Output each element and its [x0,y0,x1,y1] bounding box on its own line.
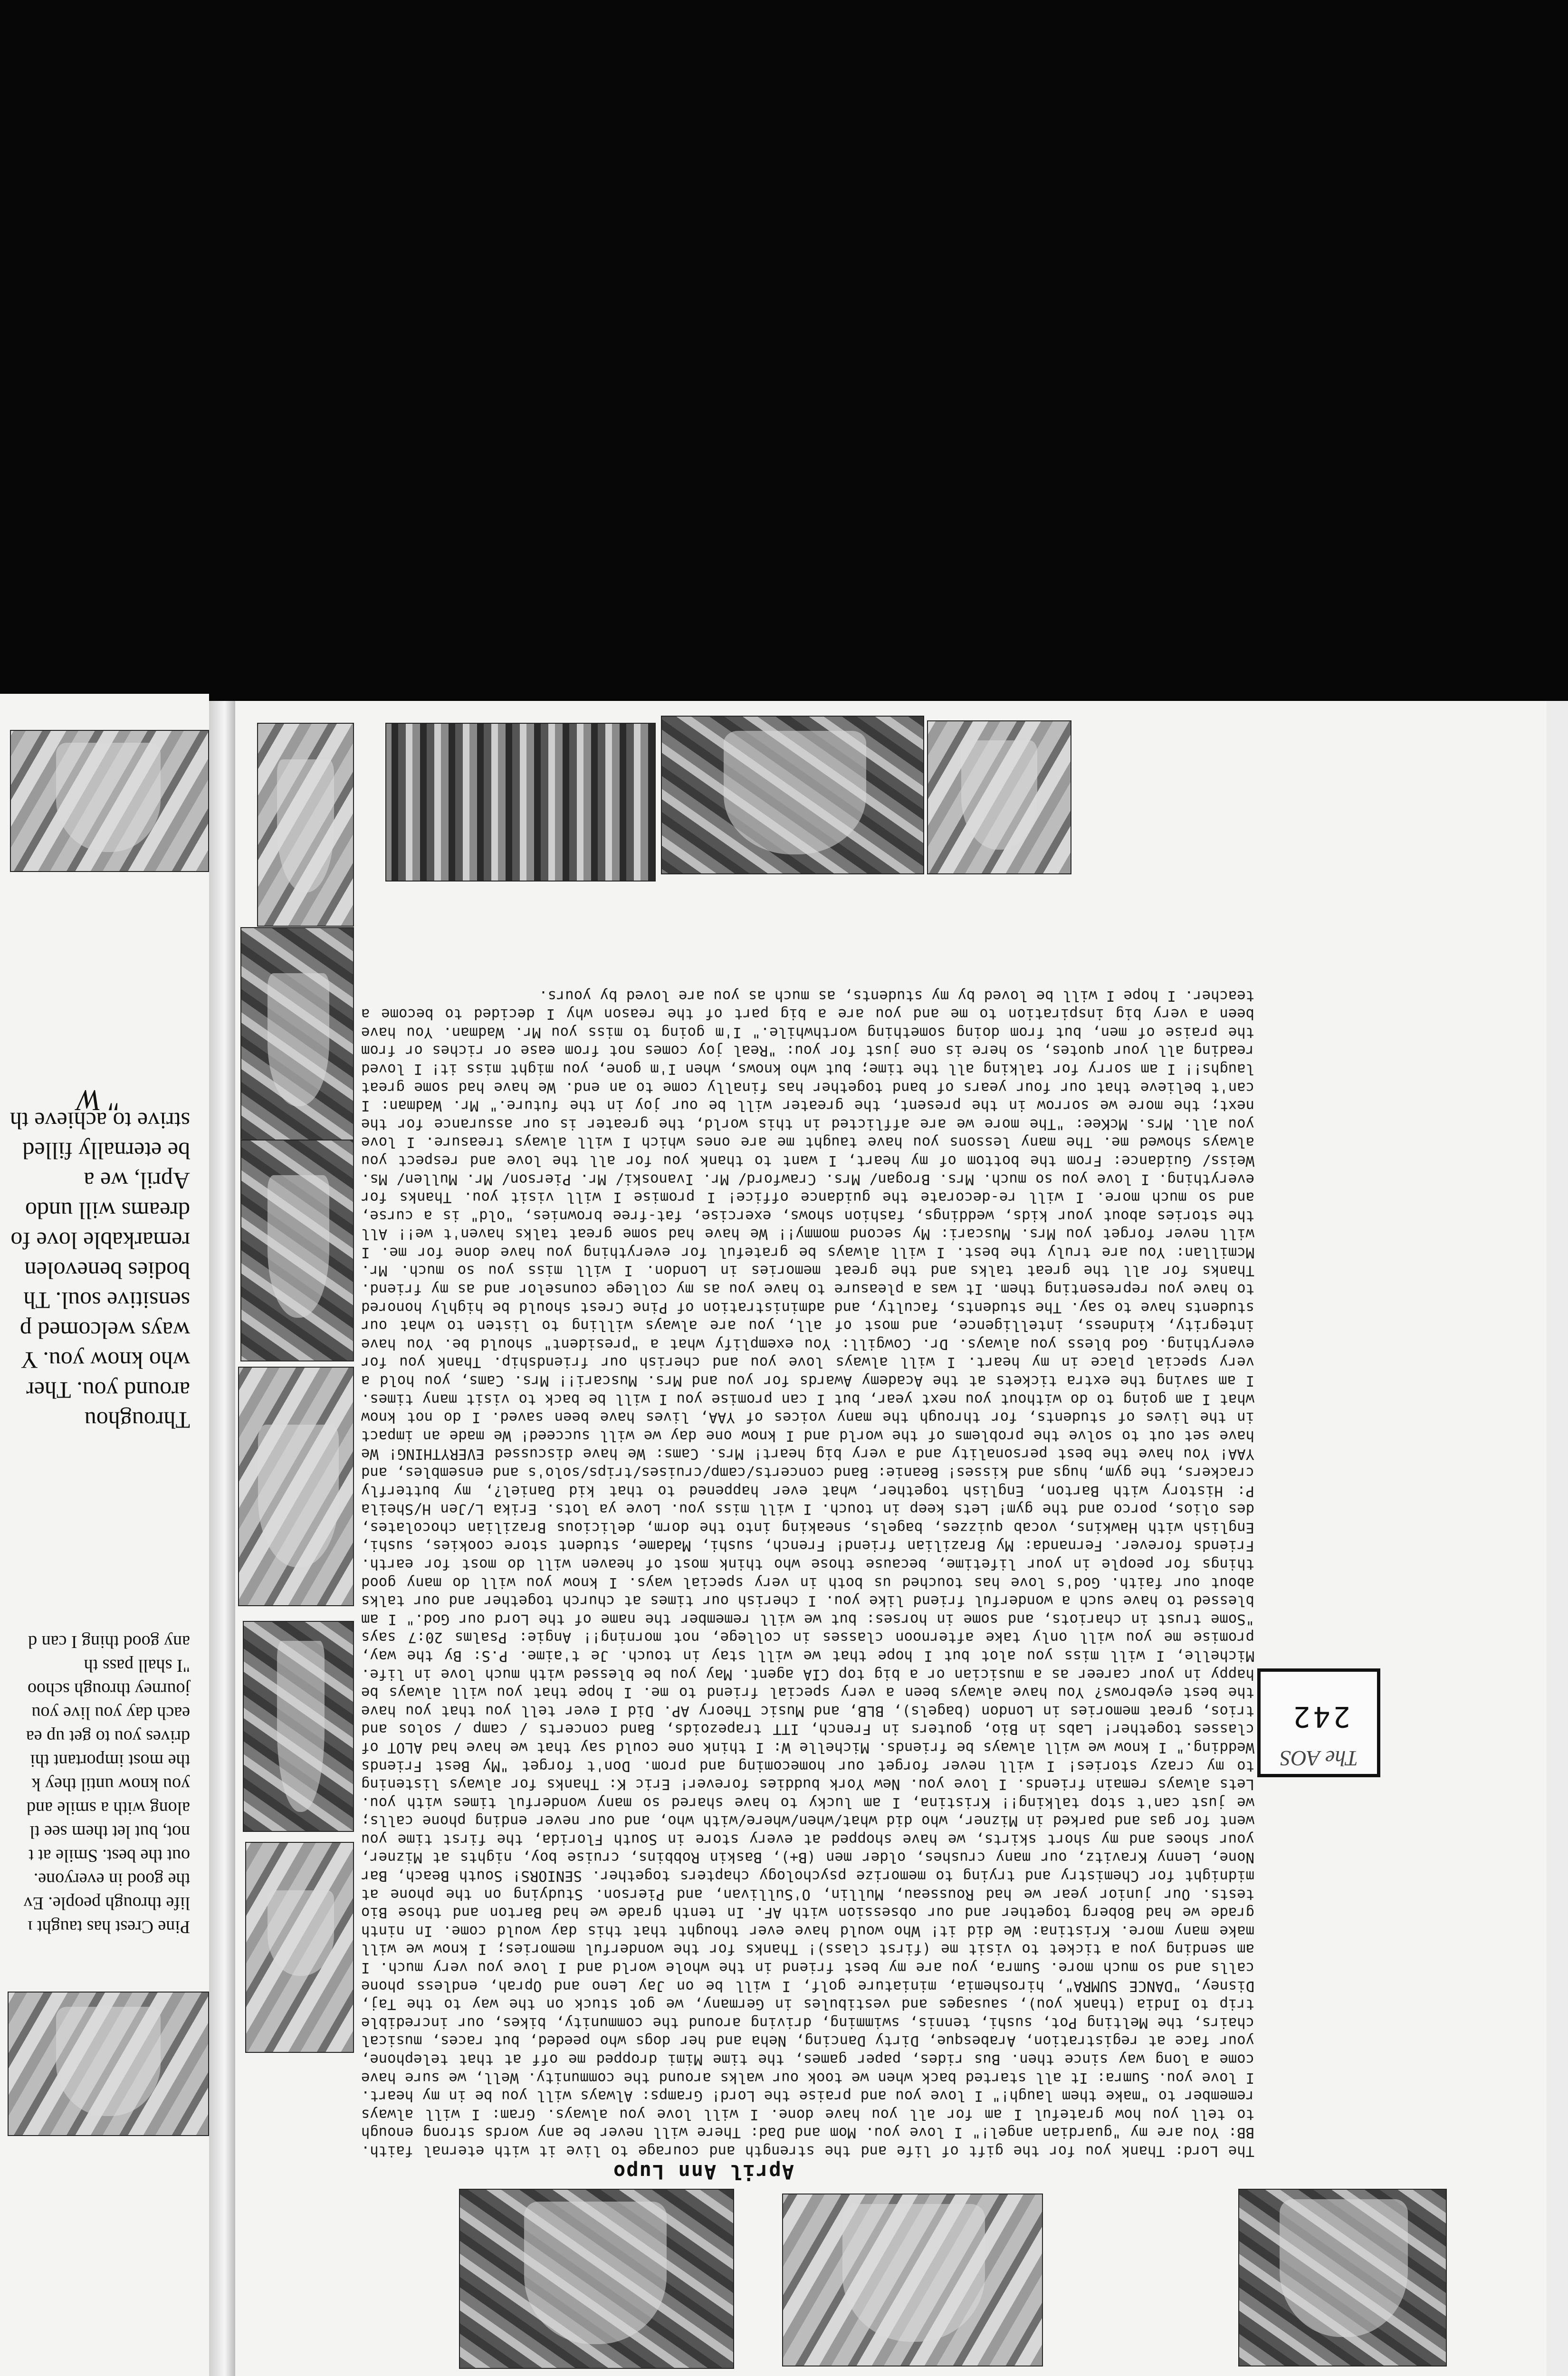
photo-three-people [661,716,924,874]
tribute-body-text: The Lord: Thank you for the gift of life and the strength and courage to live it with eternal faith. BB: You are my "guardian angel!" I love you. Mom and Dad: There will never be any words strong enough to tell you how grateful I am for all you have done. I will love you always. Gram: I will always remember to "make them laugh!" I love you and praise the Lord! Gramps: Always will you be in my heart. I love you. Sumra: It all started back when we took our walks around the community. Well, we sure have come a long way since then. Bus rides, paper games, the time Mimi dropped me off at that telephone, your face at registration, Arabesque, Dirty Dancing, Neha and her dogs who peeded, but races, musical chairs, the Melting Pot, sushi, tennis, swimming, driving around the community, bikes, our incredible trip to India (thank you), sausages and vestibules in Germany, we got stuck on the way to the Taj, Disney, "DANCE SUMRA", hiroshemia, miniature golf, I will be on Jay Leno and Oprah, endless phone calls and so much more. Sumra, you are my best friend in the whole world and I love you very much. I am sending you a ticket to visit me (first class)! Thanks for the wonderful memories; I know we will make many more. Kristina: We did it! Who would have ever thought that this day would come. In ninth grade we had Boberg together and our obsession with AF. In tenth grade we had Barton and those Bio tests. Our junior year we had Rousseau, Mullin, O'Sullivan, and Pierson. Studying on the phone at midnight for Chemistry and trying to memorize psychology chapters together. SENIORS! South Beach, Bar None, Lenny Kravitz, our many crushes, older men (B+), Baskin Robbins, cruise boy, nights at Mizner, your shoes and my short skirts, we have shopped at every store in South Florida, the first time you went for gas and parked in Mizner, who did what/when/where/with who, and our never ending phone calls; we just can't stop talking!! Kristina, I am lucky to have shared so many wonderful times with you. Lets always remain friends. I love you. New York buddies forever! Eric K: Thanks for always listening to my crazy stories! I will never forget our homecoming and prom. Don't forget "My Best Friends Wedding." I know we will always be friends. Michelle W: I think one could say that we have had ALOT of classes together! Labs in Bio, gouters in French, ITT trapezoids, Band concerts / camp / solos and trios, great memories in London (bagels), BLB, and Music Theory AP. Did I ever tell you that you have the best eyebrows? You have always been a very special friend to me. I hope that you will always be happy in your career as a musician or a big top CIA agent. May you be blessed with much love in life. Michelle, I will miss you alot but I hope that we will stay in touch. Je t'aime. P.S: By the way, promise me you will only take afternoon classes in college, not morning!! Angie: Psalms 20:7 says "Some trust in chariots, and some in horses: but we will remember the name of the Lord our God." I am blessed to have such a wonderful friend like you. I cherish our times at church together and our talks about our faith. God's love has touched us both in very special ways. I know you will do many good things for people in your lifetime, because those who think most of heaven will do most for earth. Friends forever. Fernanda: My Brazilian friend! French, sushi, Madame, student store cookies, sushi, English with Hawkins, vocab quizzes, bagels, sneaking into the dorm, delicious Brazilian chocolates, des olios, porco and the gym! Lets keep in touch. I will miss you. Love ya lots. Erika L/Jen H/Sheila P: History with Barton, English together, what ever happened to that kid Daniel?, my butterfly crackers, the gym, hugs and kisses! Beanie: Band concerts/camp/cruises/trips/solo's and ensembles, and YAA! You have the best personality and a very big heart! Mrs. Cams: We have discussed EVERYTHING! We have set out to solve the problems of the world and I know one day we will succeed! We made an impact in the lives of students, for through the many voices of YAA, lives have been saved. I do not know what I am going to do without you next year, but I can promise you I will be back to visit many times. I am saving the extra tickets at the Academy Awards for you and Mrs. Muscari!! Mrs. Cams, you hold a very special place in my heart. I will always love you and cherish our friendship. Thank you for everything. God bless you always. Dr. Cowgill: You exemplify what a "president" should be. You have integrity, kindness, intelligence, and most of all, you are always willing to listen to what our students have to say. The students, faculty, and administration of Pine Crest should be highly honored to have you representing them. It was a pleasure to have you as my college counselor and as my friend. Thanks for all the great talks and the great memories in London. I will miss you so much. Mr. Mcmillan: You are truly the best. I will always be grateful for everything you have done for me. I will never forget you Mrs. Muscari: My second mommy!! We have had some great talks haven't we!! All the stories about your kids, weddings, fashion shows, exercise, fat-free brownies, "old" is a curse, and so much more. I will re-decorate the guidance office! I promise I will visit you. Thanks for everything. I love you so much. Mrs. Brogan/ Mrs. Crawford/ Mr. Ivanoski/ Mr. Pierson/ Mr. Mullen/ Ms. Weiss/ Guidance: From the bottom of my heart, I want to thank you for all the love and respect you always showed me. The many lessons you have taught me are ones which I will always treasure. I love you all. Mrs. McKee: "The more we are afflicted in this world, the greater is our assurance for the next; the more we sorrow in the present, the greater will be our joy in the future." Mr. Wadman: I can't believe that our four years of band together has finally come to an end. We have had some great laughs!! I am sorry for talking all the time; but who knows, when I'm gone, you might miss it! I loved reading all your quotes, so here is one just for you: "Real joy comes not from ease or riches or from the praise of men, but from doing something worthwhile." I'm going to miss you Mr. Wadman. You have been a very big inspiration to me and you are a big part of the reason why I decided to become a teacher. I hope I will be loved by my students, as much as you are loved by yours. [361,987,1254,2159]
facing-page-text-lower [10,1106,190,1435]
facing-photo-bottom [8,1992,209,2136]
poem-line: the good in everyone. [33,1869,190,1889]
facing-page-text-upper [24,1630,190,1939]
photo-band-group [385,723,656,881]
poem-line: journey through schoo [28,1679,190,1699]
photo-dance [240,927,354,1140]
folio-label: The AOS [1280,1746,1358,1771]
poem-line: life through people. Ev [23,1893,190,1913]
poem-line: ways welcomed p [19,1317,190,1344]
poem-line: sensitive soul. Th [23,1287,190,1314]
page-number: 242 [1290,1700,1350,1733]
signature-fragment: " W [76,1084,121,1116]
poem-line: remarkable love fo [10,1227,190,1254]
poem-line: "I shall pass th [84,1656,190,1676]
poem-line: bodies benevolen [24,1257,190,1284]
dark-background [0,0,1568,701]
photo-two-friends [1238,2189,1447,2366]
poem-line: out the best. Smile at t [29,1846,190,1866]
photo-top-right [245,1842,354,2053]
page-number-box [1257,1668,1380,1777]
poem-line: you know until they k [31,1774,190,1794]
poem-line: not, but let them see tl [29,1822,190,1842]
book-spine [209,701,235,2376]
poem-line: be eternally filled [22,1138,190,1164]
photo-graduate-portrait [927,720,1071,874]
poem-line: Throughou [84,1407,190,1434]
poem-line: drives you to get up ea [26,1727,190,1747]
poem-line: the most important thi [30,1751,190,1771]
poem-line: who know you. Y [20,1347,190,1374]
photo-two-girls [782,2194,1043,2366]
poem-line: along with a smile and [26,1798,190,1818]
photo-friends-seated [238,1367,354,1606]
facing-photo-top [10,730,209,872]
poem-line: each day you live you [31,1703,190,1723]
poem-line: around you. Ther [26,1377,190,1404]
tribute-title: April Ann Lupo [612,2160,794,2184]
poem-line: dreams will undo [25,1198,190,1224]
photo-duo-portrait [459,2189,734,2369]
photo-couple [257,723,354,927]
photo-standing-portrait [243,1621,354,1832]
poem-line: any good thing I can d [28,1632,190,1652]
poem-line: strive to achieve th [10,1108,190,1134]
poem-line: Pine Crest has taught ı [28,1917,190,1937]
photo-friends-group [240,1131,354,1361]
poem-line: April, we a [84,1168,190,1194]
